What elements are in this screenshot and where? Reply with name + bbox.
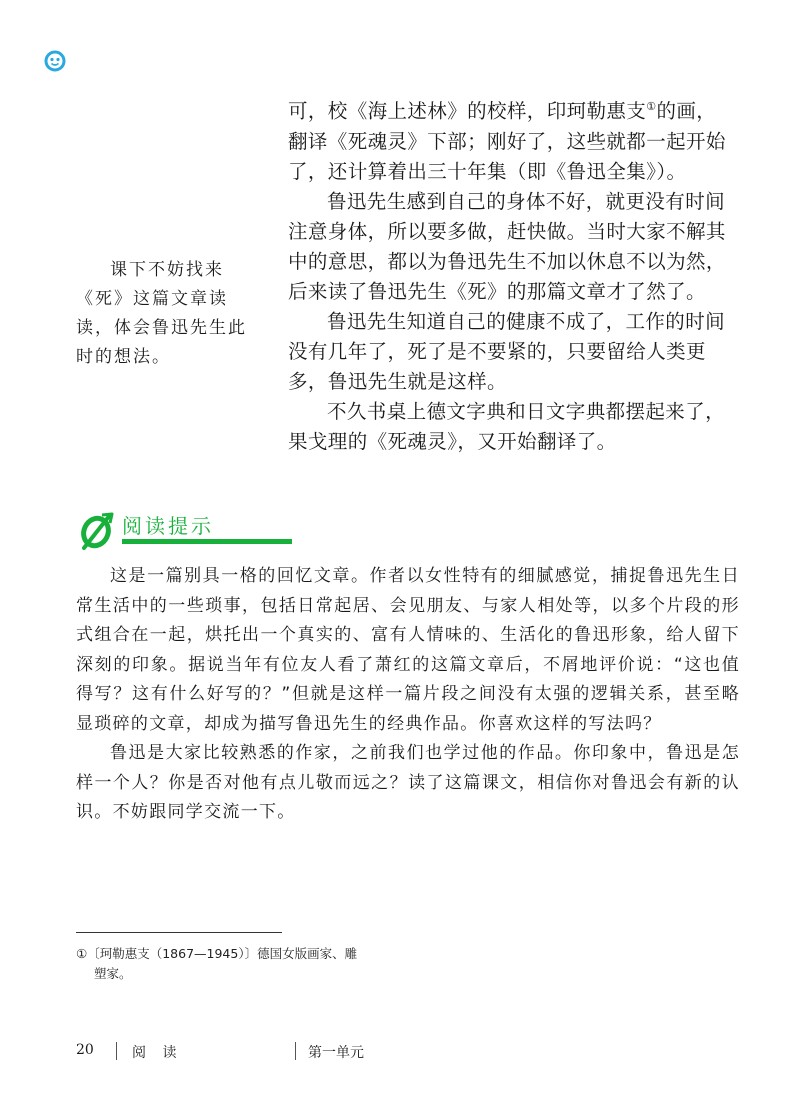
reading-tip-underline <box>122 539 292 544</box>
main-paragraph-2: 鲁迅先生感到自己的身体不好，就更没有时间注意身体，所以要多做，赶快做。当时大家不解其中的意思，都以为鲁迅先生不加以休息不以为然，后来读了鲁迅先生《死》的那篇文章才了然了。 <box>288 189 726 303</box>
reading-tip-title: 阅读提示 <box>122 514 214 538</box>
reading-tip-icon <box>76 512 120 552</box>
reading-tip-paragraph-1: 这是一篇别具一格的回忆文章。作者以女性特有的细腻感觉，捕捉鲁迅先生日常生活中的一些琐事，包括日常起居、会见朋友、与家人相处等，以多个片段的形式组合在一起，烘托出一个真实的、富有人情味的、生活化的鲁迅形象，给人留下深刻的印象。据说当年有位友人看了萧红的这篇文章后，不屑地评价说：“这也值得写？这有什么好写的？”但就是这样一篇片段之间没有太强的逻辑关系，甚至略显琐碎的文章，却成为描写鲁迅先生的经典作品。你喜欢这样的写法吗？ <box>76 566 740 734</box>
main-paragraph-3: 鲁迅先生知道自己的健康不成了，工作的时间没有几年了，死了是不要紧的，只要留给人类更多，鲁迅先生就是这样。 <box>288 309 726 393</box>
footnote <box>76 944 376 984</box>
page-number: 20 <box>76 1042 94 1058</box>
side-annotation-text: 课下不妨找来《死》这篇文章读读，体会鲁迅先生此时的想法。 <box>76 260 247 367</box>
reading-tip-header <box>76 508 236 552</box>
footer-divider-1 <box>116 1042 117 1060</box>
footer-unit-label: 第一单元 <box>308 1045 364 1061</box>
side-annotation <box>76 256 252 372</box>
footnote-marker: ① <box>646 100 657 113</box>
reading-tip-body <box>76 562 740 828</box>
footnote-line-2: 塑家。 <box>94 966 132 981</box>
footer-section-label: 阅 读 <box>132 1045 183 1061</box>
footnote-line-1: ①〔珂勒惠支（1867—1945）〕德国女版画家、雕 <box>76 946 358 961</box>
footer-divider-2 <box>295 1042 296 1060</box>
smiley-mascot-icon <box>44 50 66 72</box>
main-text-column <box>288 92 728 457</box>
reading-tip-paragraph-2: 鲁迅是大家比较熟悉的作家，之前我们也学过他的作品。你印象中，鲁迅是怎样一个人？你是否对他有点儿敬而远之？读了这篇课文，相信你对鲁迅会有新的认识。不妨跟同学交流一下。 <box>76 743 740 822</box>
footnote-divider <box>76 932 282 933</box>
main-paragraph-1: 可，校《海上述林》的校样，印珂勒惠支①的画，翻译《死魂灵》下部；刚好了，这些就都一起开始了，还计算着出三十年集（即《鲁迅全集》）。 <box>288 99 726 183</box>
main-paragraph-4: 不久书桌上德文字典和日文字典都摆起来了，果戈理的《死魂灵》，又开始翻译了。 <box>288 399 726 453</box>
